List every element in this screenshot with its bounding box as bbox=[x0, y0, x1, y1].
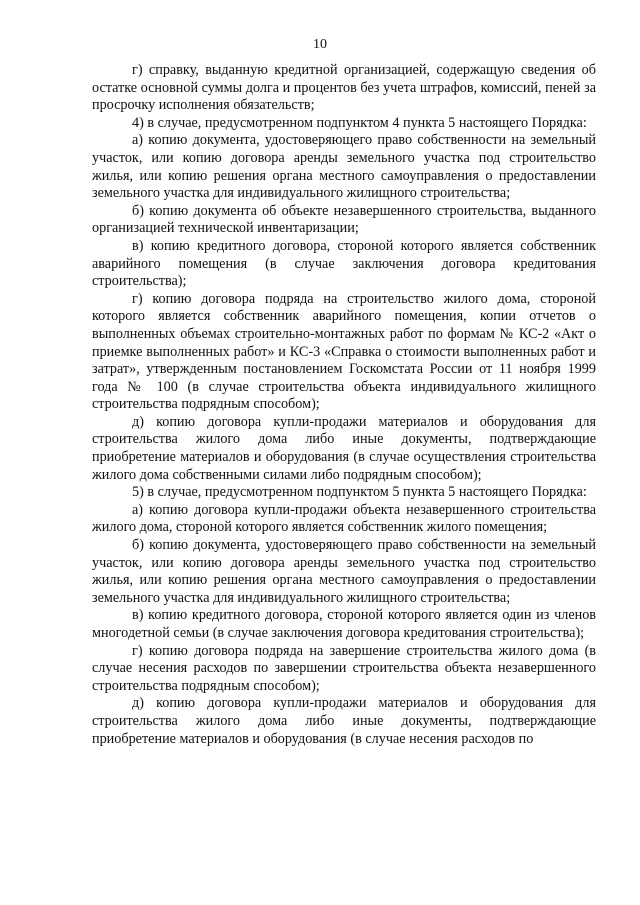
paragraph: г) справку, выданную кредитной организацией, содержащую сведения об остатке основной суммы долга и процентов без учета штрафов, комиссий, пеней за просрочку исполнения обязательств; bbox=[92, 62, 596, 114]
paragraph: а) копию договора купли-продажи объекта незавершенного строительства жилого дома, стороной которого является собственник жилого помещения; bbox=[92, 501, 596, 536]
paragraph: в) копию кредитного договора, стороной которого является один из членов многодетной семьи (в случае заключения договора кредитования строительства); bbox=[92, 607, 596, 641]
paragraph: д) копию договора купли-продажи материалов и оборудования для строительства жилого дома либо иные документы, подтверждающие приобретение материалов и оборудования (в случае несения расходов по bbox=[92, 695, 596, 747]
page-number: 10 bbox=[313, 37, 327, 52]
document-body bbox=[92, 62, 596, 748]
paragraph: 5) в случае, предусмотренном подпунктом 5 пункта 5 настоящего Порядка: bbox=[132, 484, 587, 501]
paragraph: д) копию договора купли-продажи материалов и оборудования для строительства жилого дома либо иные документы, подтверждающие приобретение материалов и оборудования (в случае осуществления строительства жилого дома собственными силами либо подрядным способом); bbox=[92, 413, 596, 483]
paragraph: б) копию документа, удостоверяющего право собственности на земельный участок, или копию договора аренды земельного участка под строительство жилья, или копию решения органа местного самоуправления о предоставлении земельного участка для индивидуального жилищного строительства; bbox=[92, 537, 596, 606]
paragraph: г) копию договора подряда на завершение строительства жилого дома (в случае несения расходов по завершении строительства объекта незавершенного строительства подрядным способом); bbox=[92, 642, 596, 694]
paragraph: г) копию договора подряда на строительство жилого дома, стороной которого является собственник аварийного помещения, копии отчетов о выполненных объемах строительно-монтажных работ по формам № КС-2 «Акт о приемке выполненных работ» и КС-3 «Справка о стоимости выполненных работ и затрат», утвержденным постановлением Госкомстата России от 11 ноября 1999 года № 100 (в случае строительства объекта индивидуального жилищного строительства подрядным способом); bbox=[92, 290, 596, 413]
paragraph: б) копию документа об объекте незавершенного строительства, выданного организацией технической инвентаризации; bbox=[92, 202, 596, 237]
paragraph: 4) в случае, предусмотренном подпунктом 4 пункта 5 настоящего Порядка: bbox=[132, 114, 587, 131]
paragraph: а) копию документа, удостоверяющего право собственности на земельный участок, или копию договора аренды земельного участка под строительство жилья, или копию решения органа местного самоуправления о предоставлении земельного участка для индивидуального жилищного строительства; bbox=[92, 132, 596, 202]
paragraph: в) копию кредитного договора, стороной которого является собственник аварийного помещения (в случае заключения договора кредитования строительства); bbox=[92, 237, 596, 290]
